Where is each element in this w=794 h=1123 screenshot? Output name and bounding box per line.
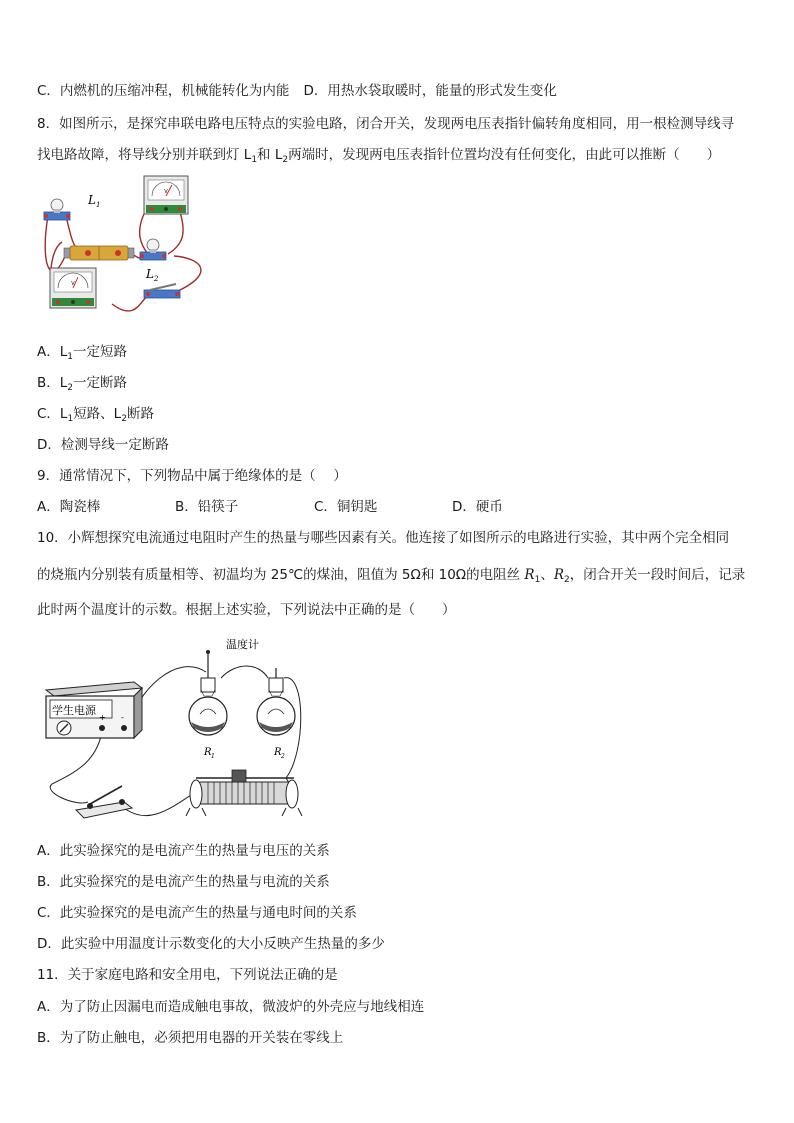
q7-option-c: C．内燃机的压缩冲程，机械能转化为内能 [37,83,290,99]
q11-option-b: B．为了防止触电，必须把用电器的开关装在零线上 [37,1030,344,1046]
q8-option-c: C．$L_1$短路、$L_2$断路 [37,406,154,424]
r2-label-sub: 2 [281,753,285,760]
q7-options-line [37,81,557,101]
power-supply-label: 学生电源 [52,704,96,717]
q10-stem-line1: 10．小辉想探究电流通过电阻时产生的热量与哪些因素有关。他连接了如图所示的电路进行实验，其中两个完全相同 [37,530,730,546]
lamp-l1-label-sub: 1 [96,201,101,209]
r2-label: R [274,747,282,758]
q9-option-c: C．铜钥匙 [314,499,378,515]
power-minus-label: - [121,713,124,722]
voltmeter-top-symbol: V [164,189,168,195]
q10-option-b: B．此实验探究的是电流产生的热量与电流的关系 [37,874,330,890]
q8-stem-line2: 找电路故障，将导线分别并联到灯 $L_1$和 $L_2$两端时，发现两电压表指针位置均没有任何变化，由此可以推断（ ） [37,147,721,165]
flask-r1 [189,650,227,735]
q7-option-d: D．用热水袋取暖时，能量的形式发生变化 [303,83,557,99]
lamp-l2-label-sub: 2 [154,275,159,283]
battery [64,246,134,260]
lamp-l1 [44,199,70,220]
q10-stem-line3: 此时两个温度计的示数。根据上述实验，下列说法中正确的是（ ） [37,602,456,618]
q9-option-a: A．陶瓷棒 [37,499,101,515]
q9-option-d: D．硬币 [452,499,503,515]
q11-stem: 11．关于家庭电路和安全用电，下列说法正确的是 [37,967,338,983]
lamp-l2-label: L [146,267,154,281]
r1-label-sub: 1 [211,753,215,760]
q10-option-c: C．此实验探究的是电流产生的热量与通电时间的关系 [37,905,357,921]
lamp-l1-label: L [88,193,96,207]
q9-option-b: B．铅筷子 [175,499,239,515]
rheostat [186,770,302,816]
q9-options [37,497,503,517]
q11-option-a: A．为了防止因漏电而造成触电事故，微波炉的外壳应与地线相连 [37,999,425,1015]
lamp-l2 [140,239,166,260]
q8-option-a: A．$L_1$一定短路 [37,344,127,362]
voltmeter-top [144,176,188,214]
voltmeter-bottom-symbol: V [71,281,75,287]
q8-stem-line1: 8．如图所示，是探究串联电路电压特点的实验电路，闭合开关，发现两电压表指针偏转角度相同，用一根检测导线寻 [37,116,735,132]
q9-stem: 9．通常情况下，下列物品中属于绝缘体的是（ ） [37,468,347,484]
r1-label: R [204,747,212,758]
q10-switch [76,786,132,818]
q10-stem-line2: 的烧瓶内分别装有质量相等、初温均为 25℃的煤油，阻值为 5Ω和 10Ω的电阻丝 $R_1$、$R_2$，闭合开关一段时间后，记录 [37,567,746,585]
power-plus-label: + [99,713,106,722]
q10-option-d: D．此实验中用温度计示数变化的大小反映产生热量的多少 [37,936,385,952]
q8-option-b: B．$L_2$一定断路 [37,375,128,393]
q8-circuit-figure [40,172,212,330]
thermometer-label: 温度计 [226,638,259,651]
voltmeter-bottom [50,268,96,308]
switch [144,284,180,298]
q8-option-d: D．检测导线一定断路 [37,437,169,453]
q10-option-a: A．此实验探究的是电流产生的热量与电压的关系 [37,843,330,859]
q10-experiment-figure [36,632,308,834]
